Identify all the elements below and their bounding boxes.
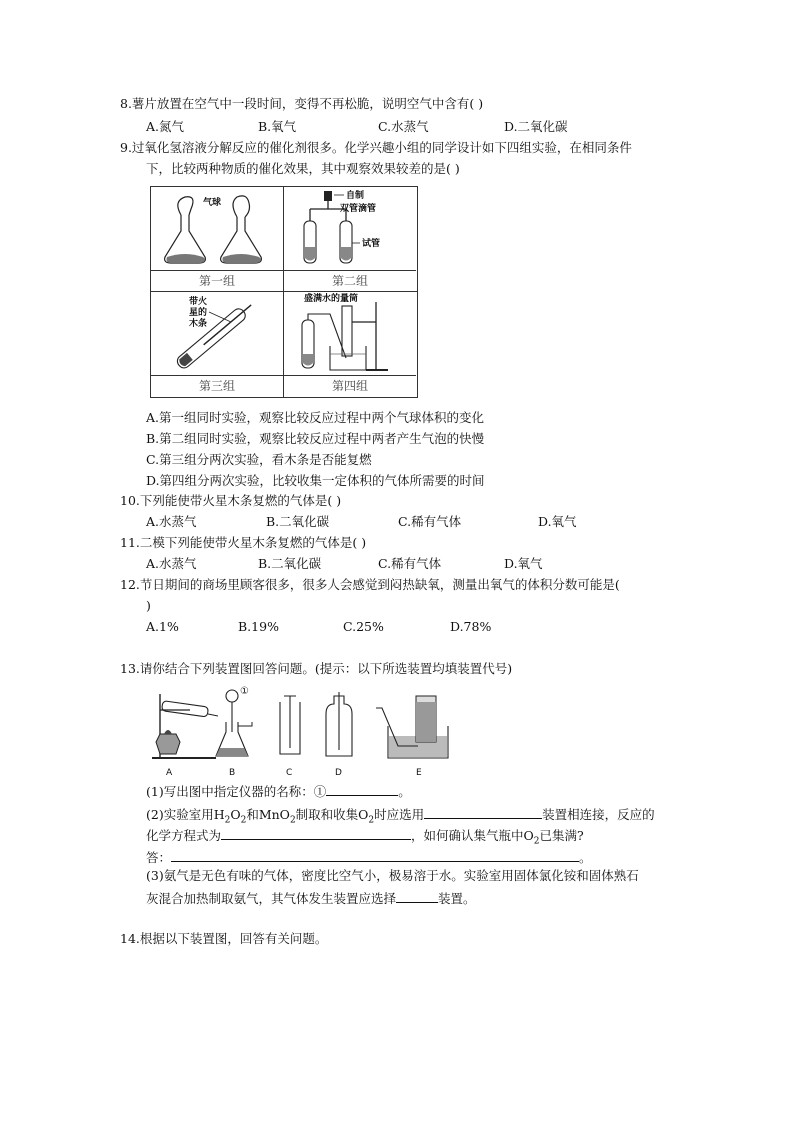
glowing-splint-illustration xyxy=(151,292,283,376)
apparatus-d-label: D xyxy=(335,768,342,778)
q10-option-d: D.氧气 xyxy=(538,514,577,529)
group3-caption: 第三组 xyxy=(151,375,283,396)
answer-blank[interactable] xyxy=(171,848,579,862)
q8-option-a: A.氮气 xyxy=(146,119,185,134)
apparatus-c xyxy=(280,696,300,778)
q9-option-d: D.第四组分两次实验，比较收集一定体积的气体所需要的时间 xyxy=(146,473,485,488)
q8-option-d: D.二氧化碳 xyxy=(504,119,568,134)
water-displacement-illustration xyxy=(284,292,416,376)
apparatus-e-label: E xyxy=(416,768,422,778)
q10-option-c: C.稀有气体 xyxy=(398,514,462,529)
q13-answer-line: 答： 。 xyxy=(146,850,592,865)
q9-option-b: B.第二组同时实验，观察比较反应过程中两者产生气泡的快慢 xyxy=(146,431,485,446)
group1-cell xyxy=(151,187,283,291)
apparatus-b xyxy=(216,686,252,778)
q11-stem: 11.二模下列能使带火星木条复燃的气体是( ) xyxy=(120,535,367,550)
q13-apparatus-figure xyxy=(146,682,456,778)
q12-stem-line1: 12.节日期间的商场里顾客很多，很多人会感觉到闷热缺氧，测量出氧气的体积分数可能是( xyxy=(120,577,620,592)
splint-label-3: 木条 xyxy=(189,319,208,329)
q14-stem: 14.根据以下装置图，回答有关问题。 xyxy=(120,931,328,946)
group1-caption: 第一组 xyxy=(151,270,283,291)
splint-label-1: 带火 xyxy=(189,297,208,307)
q12-stem-line2: ) xyxy=(146,598,151,613)
q12-option-c: C.25% xyxy=(343,619,384,634)
ammonia-apparatus-blank[interactable] xyxy=(396,889,438,903)
apparatus-a-label: A xyxy=(166,768,173,778)
q12-option-b: B.19% xyxy=(238,619,279,634)
apparatus-c-label: C xyxy=(286,768,293,778)
group4-cell xyxy=(284,292,416,396)
q12-option-a: A.1% xyxy=(146,619,179,634)
q8-option-c: C.水蒸气 xyxy=(378,119,429,134)
apparatus-b-label: B xyxy=(229,768,236,778)
apparatus-e xyxy=(376,696,448,778)
group2-cell xyxy=(284,187,416,291)
q9-option-c: C.第三组分两次实验，看木条是否能复燃 xyxy=(146,452,372,467)
q8-option-b: B.氧气 xyxy=(258,119,297,134)
apparatus-choice-blank[interactable] xyxy=(424,805,542,819)
splint-label-2: 星的 xyxy=(189,308,208,318)
group3-cell xyxy=(151,292,283,396)
group2-caption: 第二组 xyxy=(284,270,416,291)
q13-stem: 13.请你结合下列装置图回答问题。(提示：以下所选装置均填装置代号) xyxy=(120,661,513,676)
q11-option-c: C.稀有气体 xyxy=(378,556,442,571)
cylinder-label: 盛满水的量筒 xyxy=(304,294,359,304)
dropper-label-2: 双管滴管 xyxy=(340,204,377,214)
q13-part1: (1)写出图中指定仪器的名称：① 。 xyxy=(146,784,411,799)
q10-stem: 10.下列能使带火星木条复燃的气体是( ) xyxy=(120,493,342,508)
q13-part2-line2: 化学方程式为 ，如何确认集气瓶中$O_2$已集满? xyxy=(146,828,584,847)
test-tube-label: 试管 xyxy=(362,239,381,249)
q11-option-b: B.二氧化碳 xyxy=(258,556,322,571)
q13-part3-line2: 灰混合加热制取氨气，其气体发生装置应选择 装置。 xyxy=(146,891,476,906)
dropper-label-1: 自制 xyxy=(346,191,365,201)
instrument-name-blank[interactable] xyxy=(326,782,398,796)
q9-option-a: A.第一组同时实验，观察比较反应过程中两个气球体积的变化 xyxy=(146,410,485,425)
chemical-equation-blank[interactable] xyxy=(221,826,411,840)
q10-option-a: A.水蒸气 xyxy=(146,514,197,529)
instrument-marker: ① xyxy=(240,686,249,697)
apparatus-d xyxy=(326,692,352,778)
q11-option-a: A.水蒸气 xyxy=(146,556,197,571)
q11-option-d: D.氧气 xyxy=(504,556,543,571)
q9-experiment-figure xyxy=(150,186,418,398)
apparatus-a xyxy=(152,694,218,778)
balloon-flasks-illustration xyxy=(151,187,283,271)
double-dropper-illustration xyxy=(284,187,416,271)
q8-stem: 8.薯片放置在空气中一段时间，变得不再松脆，说明空气中含有( ) xyxy=(120,96,484,111)
group4-caption: 第四组 xyxy=(284,375,416,396)
q10-option-b: B.二氧化碳 xyxy=(266,514,330,529)
q9-stem-line2: 下，比较两种物质的催化效果，其中观察效果较差的是( ) xyxy=(146,161,460,176)
q12-option-d: D.78% xyxy=(450,619,492,634)
q13-part3-line1: (3)氨气是无色有味的气体，密度比空气小，极易溶于水。实验室用固体氯化铵和固体熟石 xyxy=(146,868,639,883)
q13-part2-line1: (2)实验室用$H_2O_2$和MnO$_2$制取和收集$O_2$时应选用 装置相连接，反应的 xyxy=(146,807,655,826)
q9-stem-line1: 9.过氧化氢溶液分解反应的催化剂很多。化学兴趣小组的同学设计如下四组实验，在相同条件 xyxy=(120,140,632,155)
balloon-label: 气球 xyxy=(203,198,222,208)
